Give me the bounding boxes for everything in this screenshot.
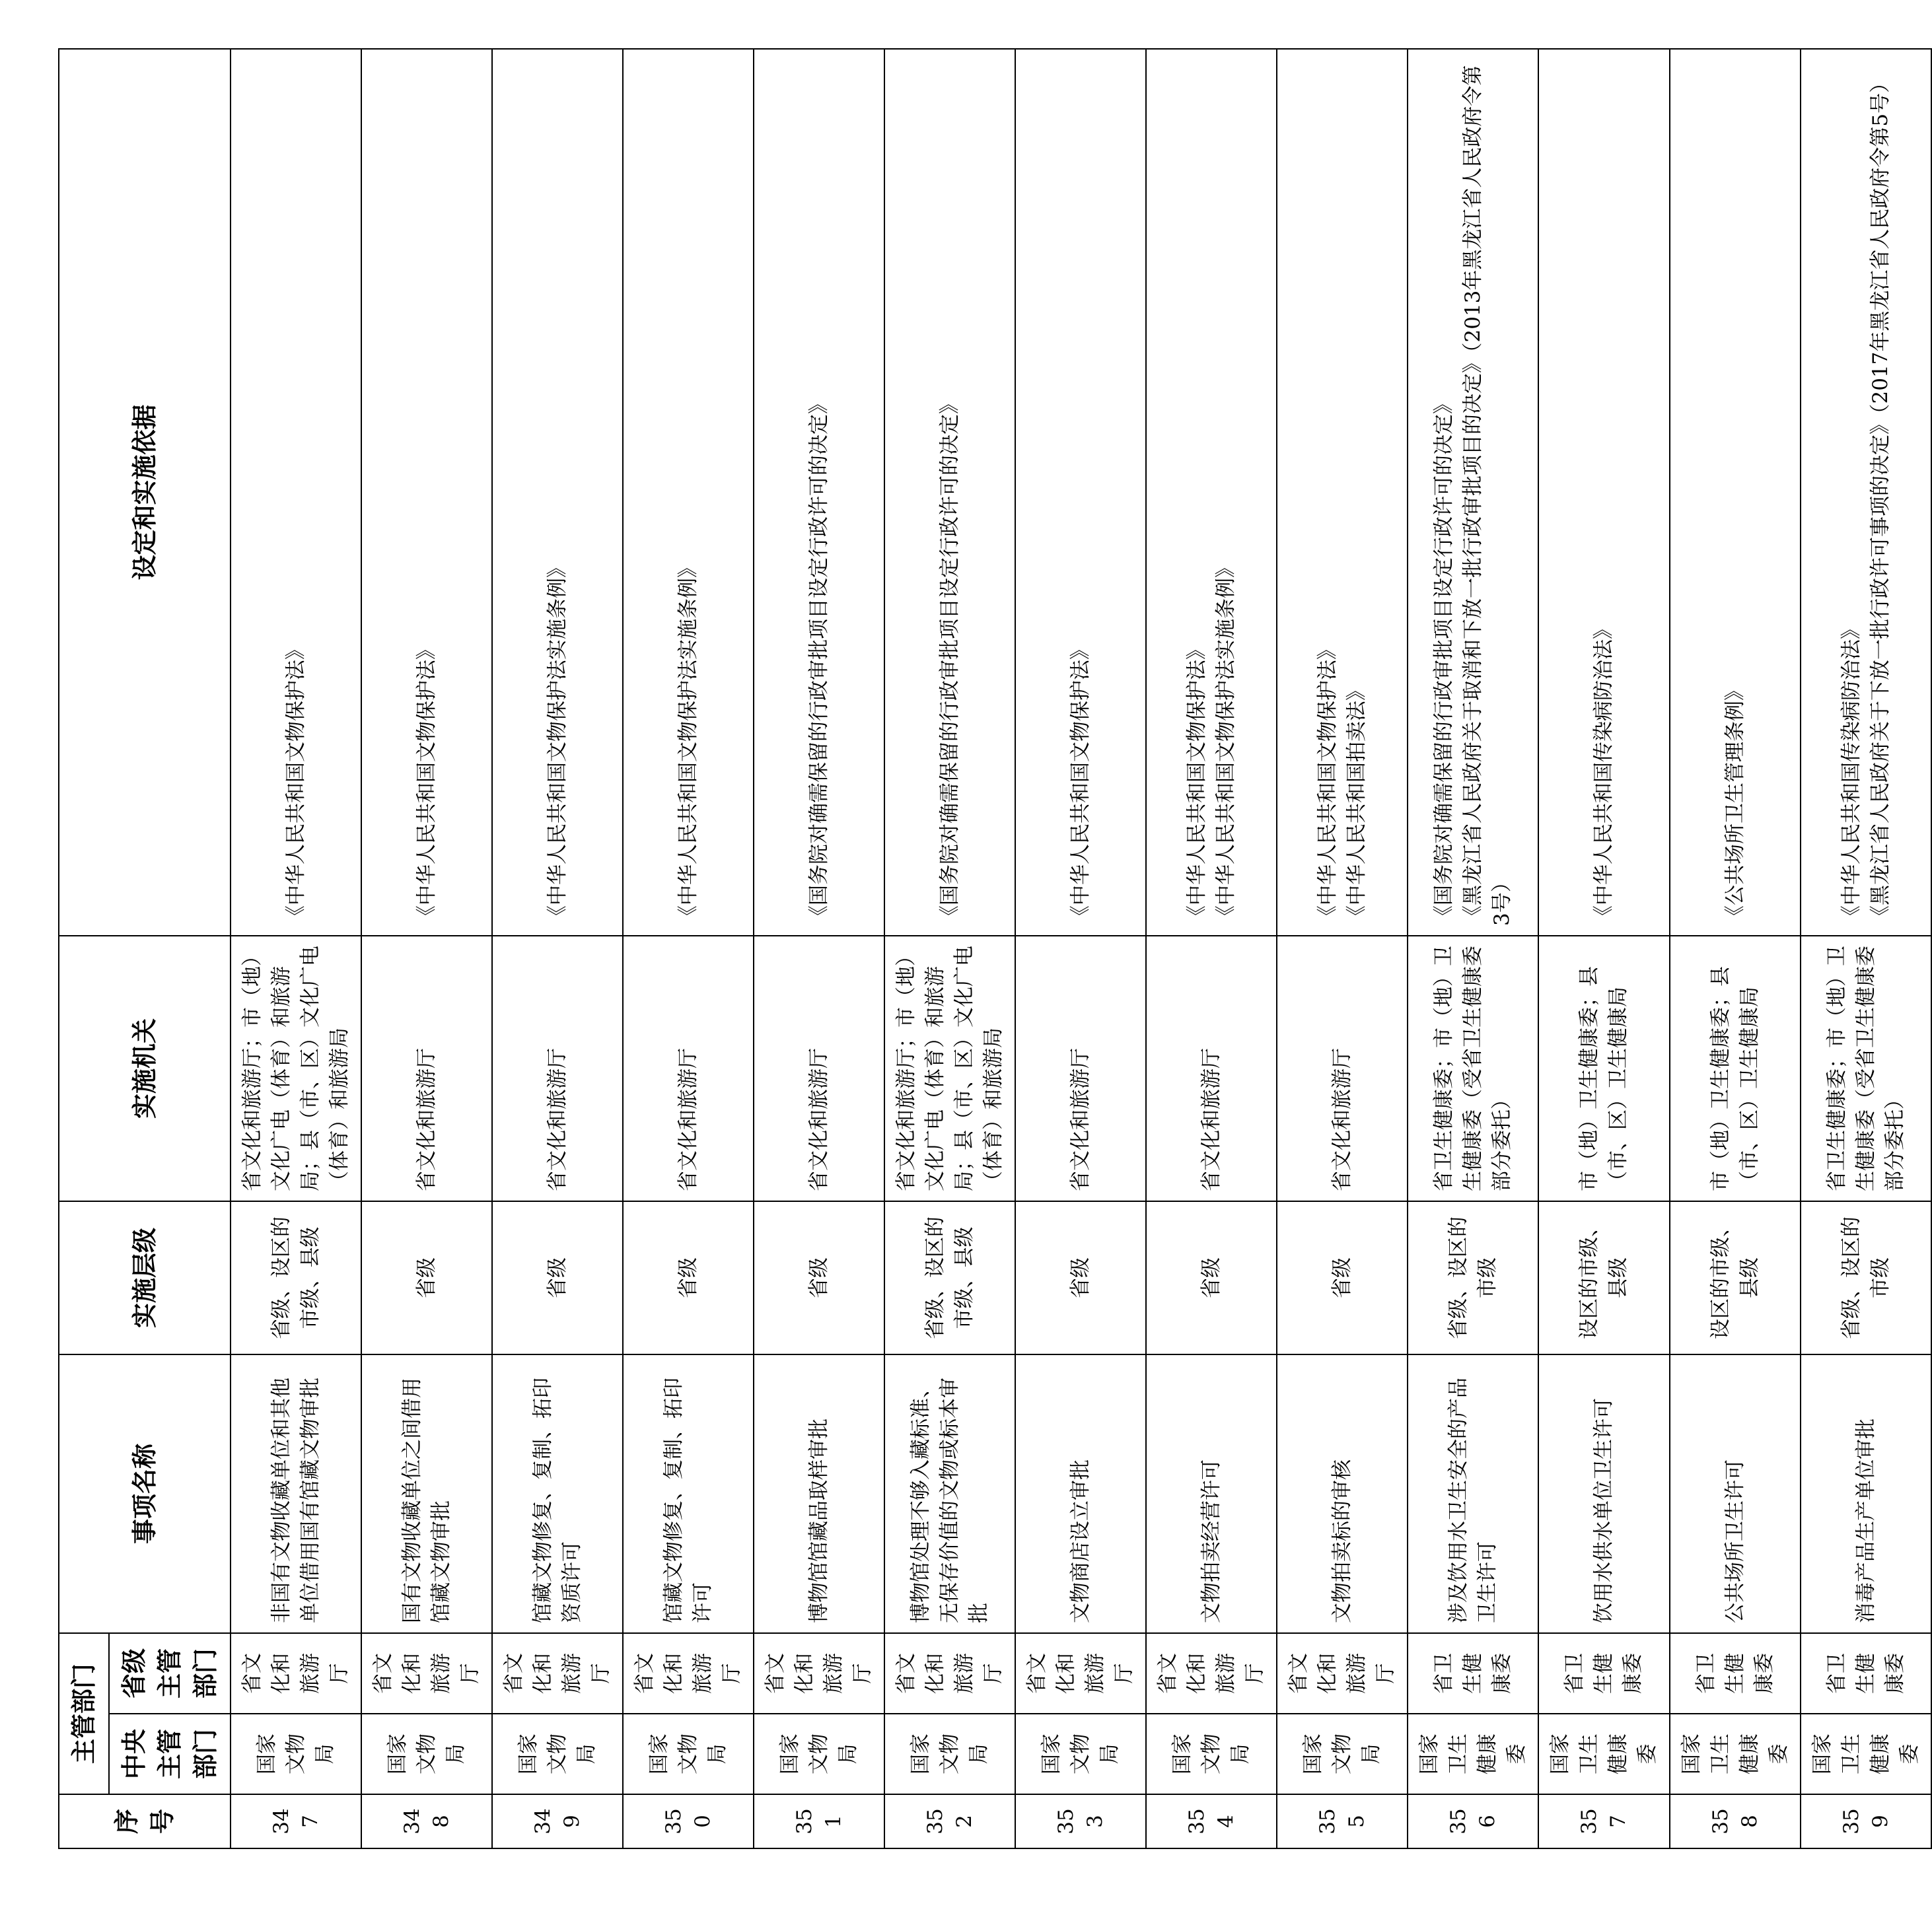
header-dept-group: 主管部门 <box>59 1633 109 1794</box>
row-number: 352 <box>884 1794 1015 1848</box>
provincial-dept: 省卫生健康委 <box>1408 1633 1538 1714</box>
legal-basis <box>231 49 361 936</box>
implementing-agency: 市（地）卫生健康委；县（市、区）卫生健康局 <box>1538 936 1669 1201</box>
item-name: 馆藏文物修复、复制、拓印许可 <box>623 1354 754 1633</box>
implementation-level: 省级、设区的市级 <box>1801 1201 1931 1354</box>
implementation-level: 省级、设区的市级 <box>1408 1201 1538 1354</box>
table-row <box>1277 49 1408 1848</box>
implementing-agency: 省文化和旅游厅 <box>492 936 623 1201</box>
table-row <box>1015 49 1146 1848</box>
legal-basis <box>1538 49 1669 936</box>
item-name: 博物馆处理不够入藏标准、无保存价值的文物或标本审批 <box>884 1354 1015 1633</box>
implementing-agency: 省文化和旅游厅；市（地）文化广电（体育）和旅游局；县（市、区）文化广电（体育）和旅游局 <box>231 936 361 1201</box>
item-name: 馆藏文物修复、复制、拓印资质许可 <box>492 1354 623 1633</box>
basis-line: 《黑龙江省人民政府关于下放一批行政许可事项的决定》（2017年黑龙江省人民政府令第5号） <box>1868 72 1892 926</box>
row-number: 357 <box>1538 1794 1669 1848</box>
header-basis: 设定和实施依据 <box>59 49 231 936</box>
basis-line: 《中华人民共和国传染病防治法》 <box>1592 618 1616 926</box>
basis-line: 《中华人民共和国文物保护法》 <box>1185 639 1209 926</box>
legal-basis <box>754 49 884 936</box>
row-number: 347 <box>231 1794 361 1848</box>
header-seq: 序号 <box>59 1794 231 1848</box>
central-dept: 国家文物局 <box>1146 1714 1277 1794</box>
central-dept: 国家文物局 <box>754 1714 884 1794</box>
legal-basis <box>1801 49 1931 936</box>
central-dept: 国家文物局 <box>1015 1714 1146 1794</box>
provincial-dept: 省文化和旅游厅 <box>492 1633 623 1714</box>
table-row <box>884 49 1015 1848</box>
central-dept: 国家文物局 <box>1277 1714 1408 1794</box>
basis-line: 《国务院对确需保留的行政审批项目设定行政许可的决定》 <box>807 393 832 926</box>
header-item: 事项名称 <box>59 1354 231 1633</box>
provincial-dept: 省文化和旅游厅 <box>1277 1633 1408 1714</box>
table-body <box>231 49 1931 1848</box>
provincial-dept: 省文化和旅游厅 <box>884 1633 1015 1714</box>
item-name: 非国有文物收藏单位和其他单位借用国有馆藏文物审批 <box>231 1354 361 1633</box>
implementation-level: 设区的市级、县级 <box>1538 1201 1669 1354</box>
central-dept: 国家文物局 <box>884 1714 1015 1794</box>
row-number: 354 <box>1146 1794 1277 1848</box>
table-row <box>623 49 754 1848</box>
basis-line: 《国务院对确需保留的行政审批项目设定行政许可的决定》 <box>938 393 962 926</box>
basis-line: 《中华人民共和国文物保护法实施条例》 <box>1214 557 1238 926</box>
provincial-dept: 省卫生健康委 <box>1538 1633 1669 1714</box>
legal-basis <box>1277 49 1408 936</box>
basis-line: 《中华人民共和国文物保护法》 <box>1316 639 1340 926</box>
implementing-agency: 省文化和旅游厅 <box>1277 936 1408 1201</box>
basis-line: 《公共场所卫生管理条例》 <box>1723 680 1747 926</box>
implementing-agency: 省文化和旅游厅 <box>1146 936 1277 1201</box>
header-provincial: 省级主管部门 <box>109 1633 231 1714</box>
basis-line: 《中华人民共和国文物保护法》 <box>1069 639 1093 926</box>
table-row <box>361 49 492 1848</box>
header-central: 中央主管部门 <box>109 1714 231 1794</box>
implementation-level: 省级 <box>361 1201 492 1354</box>
implementation-level: 省级 <box>1277 1201 1408 1354</box>
item-name: 公共场所卫生许可 <box>1670 1354 1801 1633</box>
provincial-dept: 省文化和旅游厅 <box>231 1633 361 1714</box>
central-dept: 国家文物局 <box>492 1714 623 1794</box>
central-dept: 国家文物局 <box>231 1714 361 1794</box>
basis-line: 《中华人民共和国传染病防治法》 <box>1839 618 1863 926</box>
legal-basis <box>623 49 754 936</box>
implementation-level: 省级、设区的市级、县级 <box>884 1201 1015 1354</box>
central-dept: 国家文物局 <box>361 1714 492 1794</box>
row-number: 349 <box>492 1794 623 1848</box>
implementing-agency: 省文化和旅游厅 <box>754 936 884 1201</box>
item-name: 文物商店设立审批 <box>1015 1354 1146 1633</box>
legal-basis <box>361 49 492 936</box>
row-number: 356 <box>1408 1794 1538 1848</box>
row-number: 351 <box>754 1794 884 1848</box>
legal-basis <box>1146 49 1277 936</box>
implementation-level: 省级 <box>754 1201 884 1354</box>
implementation-level: 设区的市级、县级 <box>1670 1201 1801 1354</box>
implementing-agency: 省文化和旅游厅 <box>361 936 492 1201</box>
table-row <box>231 49 361 1848</box>
provincial-dept: 省卫生健康委 <box>1670 1633 1801 1714</box>
basis-line: 《中华人民共和国文物保护法实施条例》 <box>676 557 701 926</box>
central-dept: 国家卫生健康委 <box>1670 1714 1801 1794</box>
row-number: 359 <box>1801 1794 1931 1848</box>
implementation-level: 省级、设区的市级、县级 <box>231 1201 361 1354</box>
item-name: 涉及饮用水卫生安全的产品卫生许可 <box>1408 1354 1538 1633</box>
legal-basis <box>1015 49 1146 936</box>
item-name: 消毒产品生产单位审批 <box>1801 1354 1931 1633</box>
central-dept: 国家卫生健康委 <box>1538 1714 1669 1794</box>
table-row <box>1801 49 1931 1848</box>
implementation-level: 省级 <box>492 1201 623 1354</box>
header-level: 实施层级 <box>59 1201 231 1354</box>
basis-line: 《中华人民共和国文物保护法》 <box>414 639 439 926</box>
legal-basis <box>492 49 623 936</box>
row-number: 358 <box>1670 1794 1801 1848</box>
implementation-level: 省级 <box>1015 1201 1146 1354</box>
row-number: 348 <box>361 1794 492 1848</box>
central-dept: 国家文物局 <box>623 1714 754 1794</box>
table-row <box>492 49 623 1848</box>
implementation-level: 省级 <box>623 1201 754 1354</box>
table-row <box>754 49 884 1848</box>
provincial-dept: 省文化和旅游厅 <box>1015 1633 1146 1714</box>
basis-line: 《中华人民共和国文物保护法》 <box>283 639 308 926</box>
provincial-dept: 省文化和旅游厅 <box>623 1633 754 1714</box>
row-number: 350 <box>623 1794 754 1848</box>
legal-basis <box>1408 49 1538 936</box>
basis-line: 《中华人民共和国拍卖法》 <box>1345 680 1369 926</box>
permit-table <box>58 48 1932 1849</box>
item-name: 国有文物收藏单位之间借用馆藏文物审批 <box>361 1354 492 1633</box>
provincial-dept: 省文化和旅游厅 <box>1146 1633 1277 1714</box>
item-name: 文物拍卖经营许可 <box>1146 1354 1277 1633</box>
implementing-agency: 省文化和旅游厅 <box>623 936 754 1201</box>
table-row <box>1146 49 1277 1848</box>
implementing-agency: 省卫生健康委；市（地）卫生健康委（受省卫生健康委部分委托） <box>1801 936 1931 1201</box>
implementing-agency: 省卫生健康委；市（地）卫生健康委（受省卫生健康委部分委托） <box>1408 936 1538 1201</box>
implementing-agency: 省文化和旅游厅 <box>1015 936 1146 1201</box>
provincial-dept: 省卫生健康委 <box>1801 1633 1931 1714</box>
item-name: 饮用水供水单位卫生许可 <box>1538 1354 1669 1633</box>
row-number: 355 <box>1277 1794 1408 1848</box>
basis-line: 《国务院对确需保留的行政审批项目设定行政许可的决定》 <box>1432 393 1456 926</box>
item-name: 博物馆馆藏品取样审批 <box>754 1354 884 1633</box>
table-row <box>1408 49 1538 1848</box>
provincial-dept: 省文化和旅游厅 <box>361 1633 492 1714</box>
provincial-dept: 省文化和旅游厅 <box>754 1633 884 1714</box>
basis-line: 《黑龙江省人民政府关于取消和下放一批行政审批项目的决定》（2013年黑龙江省人民政府令第3号） <box>1461 65 1515 926</box>
basis-line: 《中华人民共和国文物保护法实施条例》 <box>545 557 569 926</box>
header-agency: 实施机关 <box>59 936 231 1201</box>
implementation-level: 省级 <box>1146 1201 1277 1354</box>
row-number: 353 <box>1015 1794 1146 1848</box>
central-dept: 国家卫生健康委 <box>1801 1714 1931 1794</box>
implementing-agency: 省文化和旅游厅；市（地）文化广电（体育）和旅游局；县（市、区）文化广电（体育）和旅游局 <box>884 936 1015 1201</box>
central-dept: 国家卫生健康委 <box>1408 1714 1538 1794</box>
legal-basis <box>1670 49 1801 936</box>
table-row <box>1670 49 1801 1848</box>
legal-basis <box>884 49 1015 936</box>
item-name: 文物拍卖标的审核 <box>1277 1354 1408 1633</box>
implementing-agency: 市（地）卫生健康委；县（市、区）卫生健康局 <box>1670 936 1801 1201</box>
table-row <box>1538 49 1669 1848</box>
